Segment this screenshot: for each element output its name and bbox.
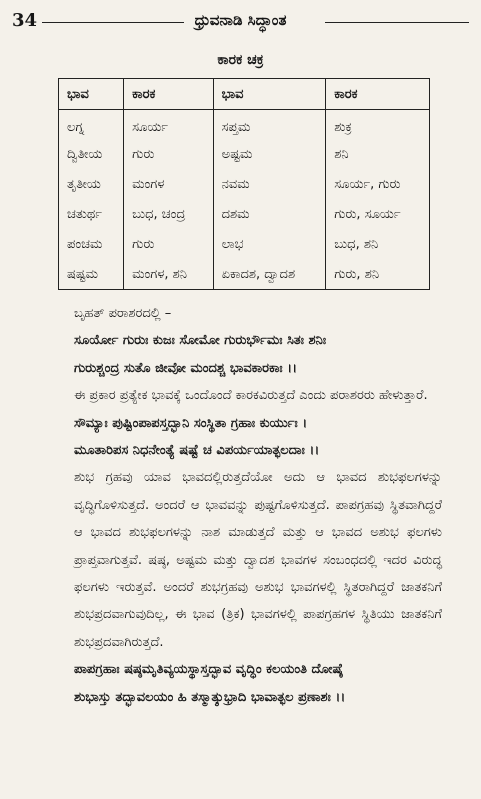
table-cell: ಪಂಚಮ	[59, 230, 124, 260]
page-header	[12, 10, 469, 34]
header-rule-left	[42, 22, 184, 23]
column-header: ಕಾರಕ	[124, 79, 213, 110]
page-number: 34	[12, 10, 38, 31]
table-cell: ಷಷ್ಟಮ	[59, 260, 124, 290]
table-cell: ಗುರು, ಶನಿ	[326, 260, 430, 290]
column-header: ಭಾವ	[213, 79, 326, 110]
table-cell: ನವಮ	[213, 170, 326, 200]
table-row	[59, 170, 430, 200]
header-rule-right	[325, 22, 469, 23]
table-cell: ಬುಧ, ಶನಿ	[326, 230, 430, 260]
verse-line: ಮೂತಾರಿಪಸ ನಿಧನೇಂತ್ಯೆ ಷಷ್ಟೆ ಚ ವಿಪರ್ಯಯಾತ್ಫಲದಾಃ ।।	[74, 443, 320, 459]
table-cell: ಗುರು	[124, 230, 213, 260]
table-cell: ಸಪ್ತಮ	[213, 110, 326, 140]
table-cell: ಸೂರ್ಯ	[124, 110, 213, 140]
table-cell: ದ್ವಿತೀಯ	[59, 140, 124, 170]
table-row	[59, 200, 430, 230]
table-row	[59, 230, 430, 260]
table-cell: ಅಷ್ಟಮ	[213, 140, 326, 170]
table-cell: ಮಂಗಳ, ಶನಿ	[124, 260, 213, 290]
column-header: ಕಾರಕ	[326, 79, 430, 110]
table-cell: ಲಗ್ನ	[59, 110, 124, 140]
table-cell: ದಶಮ	[213, 200, 326, 230]
table-cell: ಮಂಗಳ	[124, 170, 213, 200]
table-cell: ಚತುರ್ಥ	[59, 200, 124, 230]
running-title: ಧ್ರುವನಾಡಿ ಸಿದ್ಧಾಂತ	[189, 11, 293, 29]
verse-line: ಶುಭಾಸ್ತು ತದ್ಭಾವಲಯಂ ಹಿ ತಸ್ಮಾತ್ಶುಭ್ರಾದಿ ಭಾವಾತ್ಫಲ ಪ್ರಣಾಶಃ ।।	[74, 689, 346, 705]
table-cell: ತೃತೀಯ	[59, 170, 124, 200]
table-cell: ಸೂರ್ಯ, ಗುರು	[326, 170, 430, 200]
table-cell: ಲಾಭ	[213, 230, 326, 260]
table-row	[59, 110, 430, 140]
karaka-table	[58, 78, 430, 290]
table-cell: ಶನಿ	[326, 140, 430, 170]
verse-line: ಸೂರ್ಯೋ ಗುರುಃ ಕುಜಃ ಸೋಮೋ ಗುರುರ್ಭೌಮಃ ಸಿತಃ ಶನಿಃ	[74, 333, 327, 349]
verse-line: ಸೌಮ್ಯಾಃ ಪುಷ್ಟಿಂಪಾಪಸ್ತದ್ಭಾನಿ ಸಂಸ್ಥಿತಾ ಗ್ರಹಾಃ ಕುರ್ಯುಃ ।	[74, 415, 308, 431]
table-cell: ಶುಕ್ರ	[326, 110, 430, 140]
intro-line: ಬೃಹತ್ ಪರಾಶರದಲ್ಲಿ –	[74, 306, 172, 321]
table-row	[59, 140, 430, 170]
verse-line: ಪಾಪಗ್ರಹಾಃ ಷಷ್ಠಮೃತಿವ್ಯಯಸ್ಥಾಸ್ತದ್ಭಾವ ವೃದ್ಧಿಂ ಕಲಯಂತಿ ದೋಷೈ	[74, 662, 345, 678]
table-title: ಕಾರಕ ಚಕ್ರ	[217, 52, 264, 68]
paragraph: ಶುಭ ಗ್ರಹವು ಯಾವ ಭಾವದಲ್ಲಿರುತ್ತದೆಯೋ ಅದು ಆ ಭಾವದ ಶುಭಫಲಗಳನ್ನು ವೃದ್ಧಿಗೊಳಿಸುತ್ತದೆ. ಅಂದರೆ ಆ ಭಾವವನ್ನು ಪುಷ್ಟಗೊಳಿಸುತ್ತದೆ. ಪಾಪಗ್ರಹವು ಸ್ಥಿತವಾಗಿದ್ದರೆ ಆ ಭಾವದ ಶುಭಫಲಗಳನ್ನು ನಾಶ ಮಾಡುತ್ತದೆ ಮತ್ತು ಆ ಭಾವದ ಅಶುಭ ಫಲಗಳು ಪ್ರಾಪ್ತವಾಗುತ್ತವೆ. ಷಷ್ಠ, ಅಷ್ಟಮ ಮತ್ತು ದ್ವಾದಶ ಭಾವಗಳ ಸಂಬಂಧದಲ್ಲಿ ಇದರ ವಿರುದ್ಧ ಫಲಗಳು ಇರುತ್ತವೆ. ಅಂದರೆ ಶುಭಗ್ರಹವು ಅಶುಭ ಭಾವಗಳಲ್ಲಿ ಸ್ಥಿತರಾಗಿದ್ದರೆ ಜಾತಕನಿಗೆ ಶುಭಪ್ರದವಾಗುವುದಿಲ್ಲ, ಈ ಭಾವ (ತ್ರಿಕ) ಭಾವಗಳಲ್ಲಿ ಪಾಪಗ್ರಹಗಳ ಸ್ಥಿತಿಯು ಜಾತಕನಿಗೆ ಶುಭಪ್ರದವಾಗಿರುತ್ತದೆ.	[74, 470, 442, 650]
verse-line: ಗುರುಶ್ಚಂದ್ರ ಸುತೊ ಜೀವೋ ಮಂದಶ್ಚ ಭಾವಕಾರಕಾಃ ।।	[74, 360, 298, 376]
table-cell: ಏಕಾದಶ, ದ್ವಾದಶ	[213, 260, 326, 290]
table-row	[59, 260, 430, 290]
body-text	[74, 300, 442, 711]
column-header: ಭಾವ	[59, 79, 124, 110]
table-cell: ಗುರು	[124, 140, 213, 170]
table-header-row	[59, 79, 430, 110]
table-cell: ಬುಧ, ಚಂದ್ರ	[124, 200, 213, 230]
paragraph: ಈ ಪ್ರಕಾರ ಪ್ರತ್ಯೇಕ ಭಾವಕ್ಕೆ ಒಂದೊಂದೆ ಕಾರಕವಿರುತ್ತದೆ ಎಂದು ಪರಾಶರರು ಹೇಳುತ್ತಾರೆ.	[74, 388, 428, 404]
table-cell: ಗುರು, ಸೂರ್ಯ	[326, 200, 430, 230]
